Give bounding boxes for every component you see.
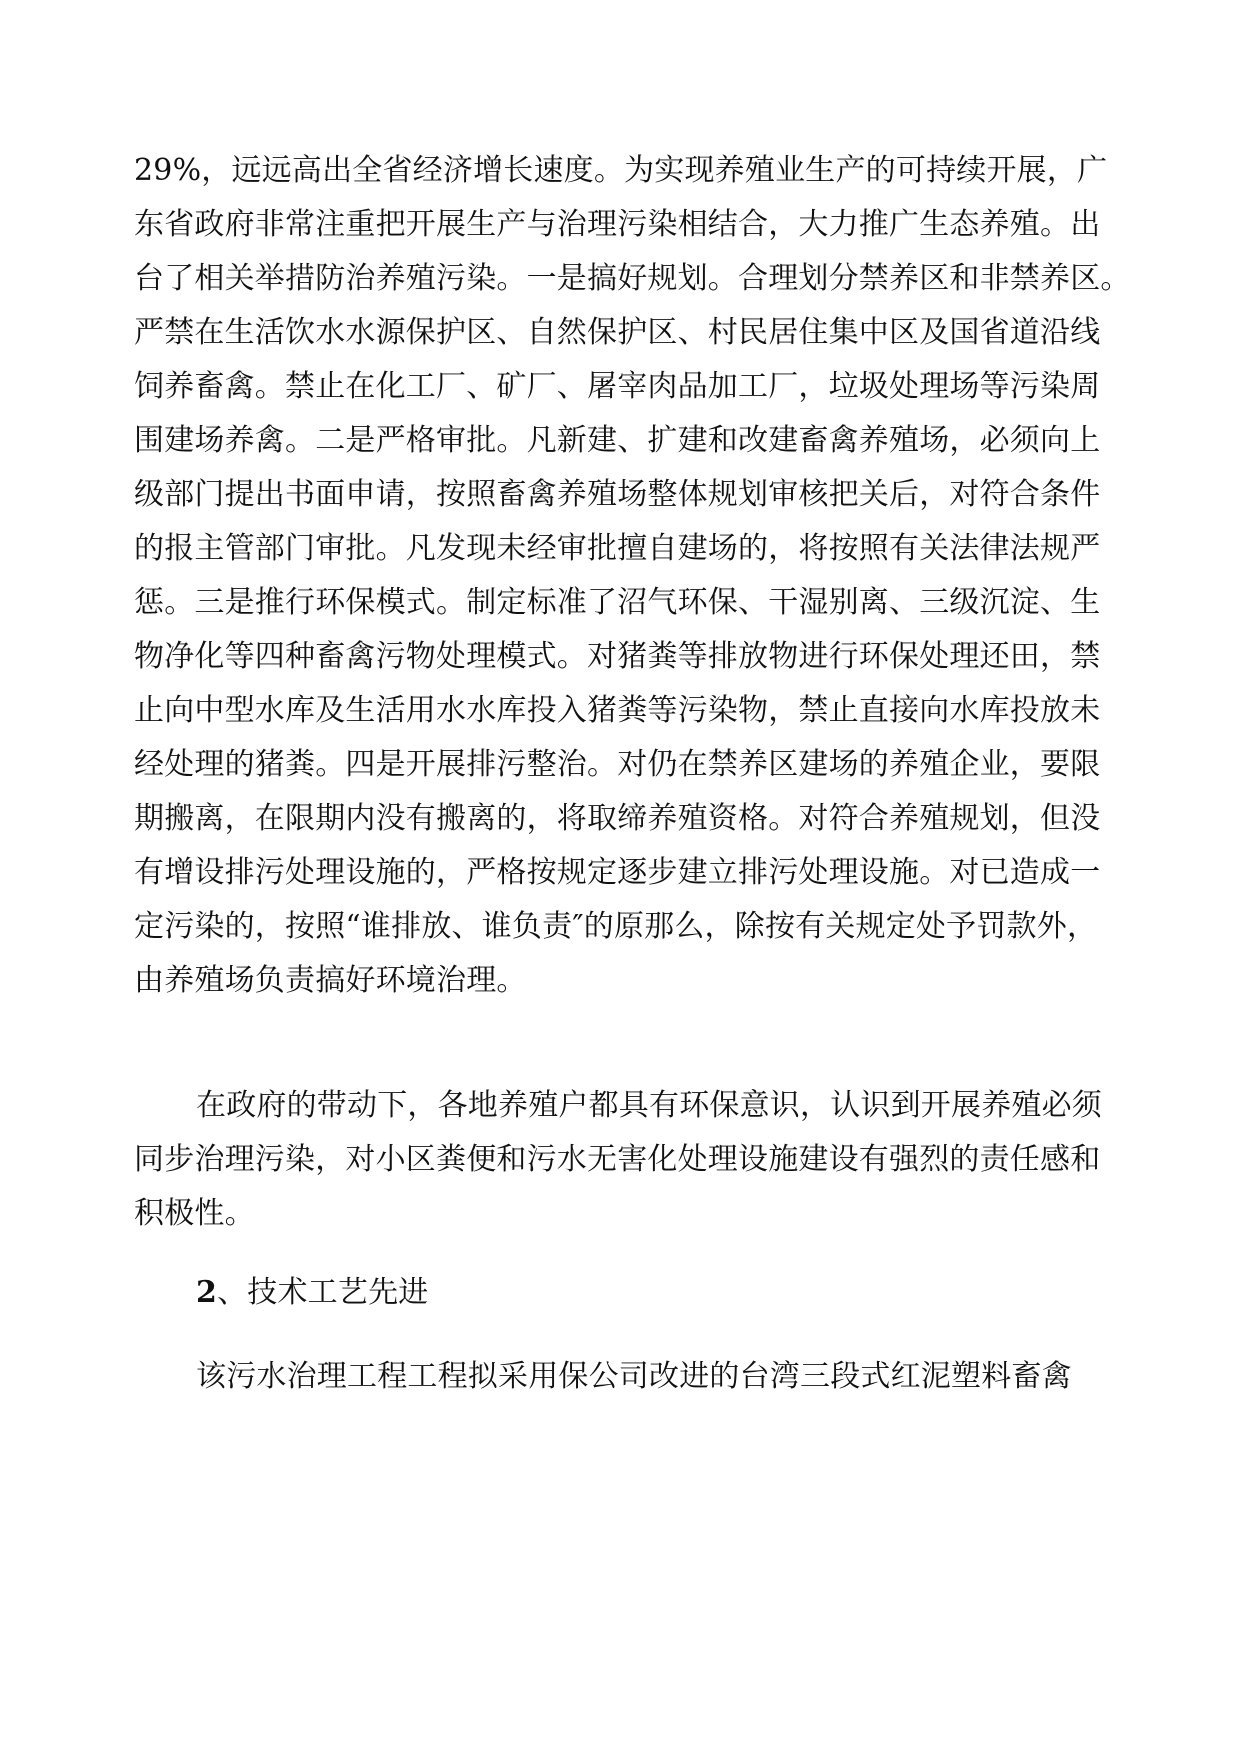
text-line: 经处理的猪粪。四是开展排污整治。对仍在禁养区建场的养殖企业，要限 — [134, 747, 1101, 782]
text-line: 级部门提出书面申请，按照畜禽养殖场整体规划审核把关后，对符合条件 — [134, 477, 1101, 512]
text-line: 的报主管部门审批。凡发现未经审批擅自建场的，将按照有关法律法规严 — [134, 531, 1101, 566]
text-line: 期搬离，在限期内没有搬离的，将取缔养殖资格。对符合养殖规划，但没 — [134, 801, 1101, 836]
text-line: 围建场养禽。二是严格审批。凡新建、扩建和改建畜禽养殖场，必须向上 — [134, 423, 1101, 458]
text-line: 物净化等四种畜禽污物处理模式。对猪粪等排放物进行环保处理还田，禁 — [134, 639, 1101, 674]
section-title: 、技术工艺先进 — [217, 1275, 429, 1310]
text-line: 东省政府非常注重把开展生产与治理污染相结合，大力推广生态养殖。出 — [134, 207, 1101, 242]
text-line: 台了相关举措防治养殖污染。一是搞好规划。合理划分禁养区和非禁养区。 — [134, 261, 1131, 296]
text-line: 在政府的带动下，各地养殖户都具有环保意识，认识到开展养殖必须 — [196, 1088, 1102, 1123]
text-line: 由养殖场负责搞好环境治理。 — [134, 963, 527, 998]
text-line: 定污染的，按照“谁排放、谁负责″的原那么，除按有关规定处予罚款外， — [134, 909, 1098, 944]
text-line: 惩。三是推行环保模式。制定标准了沼气环保、干湿别离、三级沉淀、生 — [134, 585, 1101, 620]
text-line: 积极性。 — [134, 1196, 255, 1231]
text-line: 同步治理污染，对小区粪便和污水无害化处理设施建设有强烈的责任感和 — [134, 1142, 1101, 1177]
text-line: 该污水治理工程工程拟采用保公司改进的台湾三段式红泥塑料畜禽 — [196, 1359, 1072, 1394]
text-line: 止向中型水库及生活用水水库投入猪粪等污染物，禁止直接向水库投放未 — [134, 693, 1101, 728]
text-line: 饲养畜禽。禁止在化工厂、矿厂、屠宰肉品加工厂，垃圾处理场等污染周 — [134, 369, 1101, 404]
text-line: 29%，远远高出全省经济增长速度。为实现养殖业生产的可持续开展，广 — [134, 153, 1108, 188]
text-line: 严禁在生活饮水水源保护区、自然保护区、村民居住集中区及国省道沿线 — [134, 315, 1101, 350]
section-heading — [196, 1273, 1132, 1313]
section-number: 2 — [196, 1275, 218, 1310]
text-line: 有增设排污处理设施的，严格按规定逐步建立排污处理设施。对已造成一 — [134, 855, 1101, 890]
